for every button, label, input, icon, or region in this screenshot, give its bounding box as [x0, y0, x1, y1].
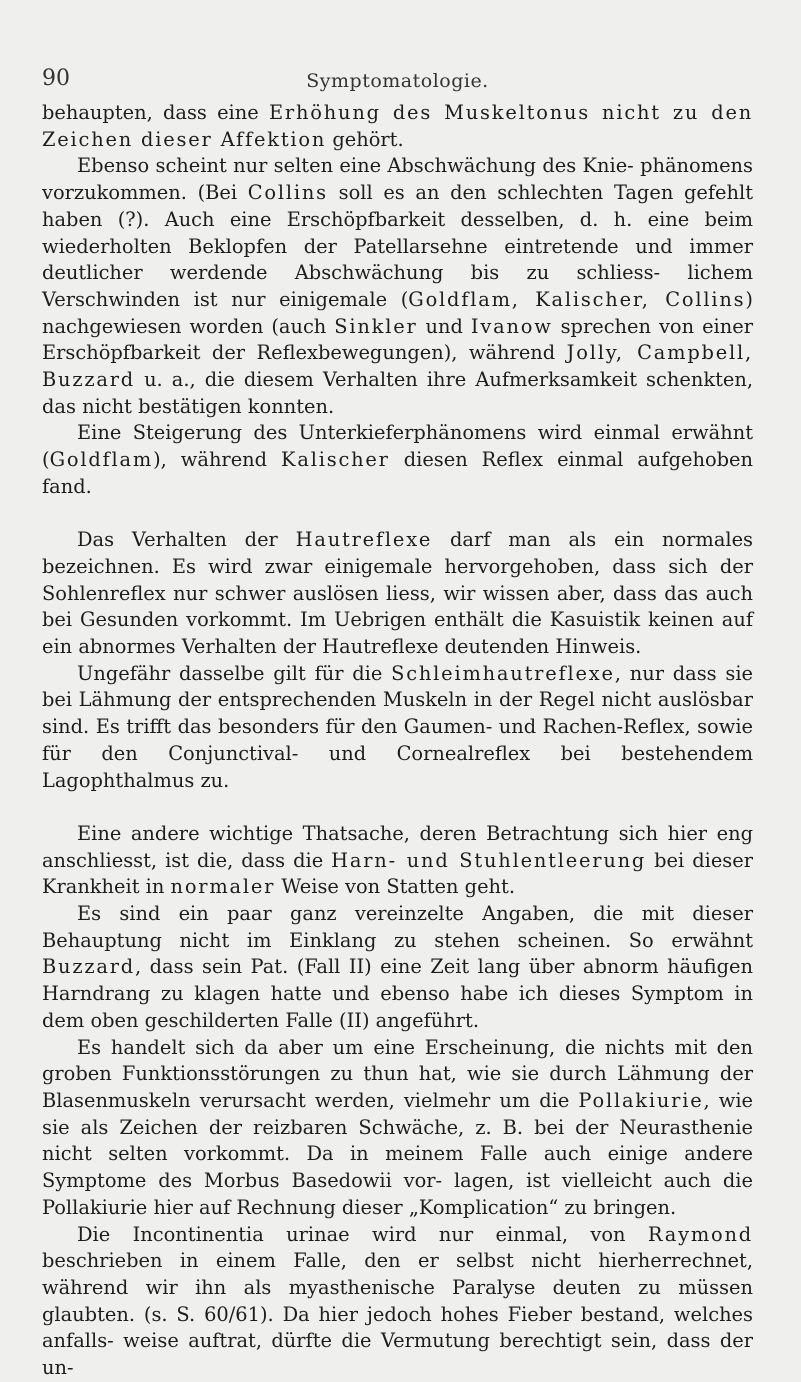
page-number: 90 — [42, 66, 70, 91]
paragraph — [42, 100, 753, 153]
spaced-emphasis: Pollakiurie — [578, 1088, 704, 1112]
spaced-emphasis: Jolly, Campbell, Buzzard — [42, 341, 753, 392]
text-run: Das Verhalten der — [77, 528, 296, 552]
paragraph — [42, 1222, 753, 1382]
text-run: Eine andere wichtige Thatsache, deren Betrachtung sich hier eng anschliesst, ist die, dass die — [42, 821, 753, 872]
spaced-emphasis: Collins — [247, 181, 328, 205]
spaced-emphasis: Kalischer — [281, 448, 390, 472]
text-run: sprechen von einer Erschöpfbarkeit der Reflexbewegungen), während — [42, 314, 753, 365]
spaced-emphasis: Sinkler — [334, 314, 418, 338]
spaced-emphasis: Raymond — [647, 1222, 753, 1246]
page-header — [42, 0, 753, 100]
spaced-emphasis: Erhöhung des Muskeltonus nicht zu den Zeichen dieser Affektion — [42, 101, 754, 151]
paragraph — [42, 153, 753, 420]
spaced-emphasis: Schleimhautreflexe — [391, 661, 615, 685]
spaced-emphasis: Hautreflexe — [295, 528, 433, 552]
paragraph — [42, 661, 753, 795]
text-run: darf man als ein normales bezeichnen. Es wird zwar einigemale hervorgehoben, dass sich der Sohlenreflex nur schwer auslösen liess, wir wissen aber, dass das auch bei Gesunden vorkommt. Im Uebrigen enthält die Kasuistik keinen auf ein abnormes Verhalten der Hautreflexe deutenden Hinweis. — [42, 528, 754, 659]
text-run: , nur dass sie bei Lähmung der entsprechenden Muskeln in der Regel nicht auslösbar sind. Es trifft das besonders für den Gaumen- und Rachen-Reflex, sowie für den Conjunctival- und Cornealreflex bei bestehendem Lagophthalmus zu. — [42, 661, 754, 792]
text-run: soll es an den schlechten Tagen gefehlt haben (?). Auch eine Erschöpfbarkeit desselben, d. h. eine beim wiederholten Beklopfen der Patellarsehne eintretende und immer deutlicher werdende Abschwächung bis zu schliess- lichem Verschwinden ist nur einigemale ( — [42, 181, 754, 311]
spaced-emphasis: Harn- und Stuhlentleerung — [331, 848, 647, 872]
text-run: , dass sein Pat. (Fall II) eine Zeit lang über abnorm häufigen Harndrang zu klagen hatte und ebenso habe ich dieses Symptom in dem oben geschilderten Falle (II) angeführt. — [42, 955, 753, 1032]
paragraph — [42, 527, 753, 661]
running-head: Symptomatologie. — [306, 70, 489, 92]
text-run: bei dieser Krankheit in — [42, 848, 753, 899]
paragraph — [42, 821, 753, 901]
text-run: Die Incontinentia urinae wird nur einmal, von — [77, 1222, 648, 1246]
text-run: behaupten, dass eine — [42, 101, 269, 124]
spaced-emphasis: Ivanow — [470, 314, 553, 338]
paragraph — [42, 420, 753, 500]
text-run: diesen Reflex einmal aufgehoben fand. — [42, 448, 753, 498]
text-run: ) nachgewiesen worden (auch — [42, 287, 753, 338]
spaced-emphasis: Goldflam — [49, 448, 154, 472]
text-run: Weise von Statten geht. — [275, 875, 516, 899]
spaced-emphasis: Buzzard — [42, 955, 136, 979]
text-run: beschrieben in einem Falle, den er selbst nicht hierherrechnet, während wir ihn als myasthenische Paralyse deuten zu müssen glaubten. (s. S. 60/61). Da hier jedoch hohes Fieber bestand, welches anfalls- weise auftrat, dürfte die Vermutung berechtigt sein, dass der un- — [42, 1249, 753, 1380]
text-run: ), während — [153, 448, 282, 472]
spaced-emphasis: Goldflam, Kalischer, Collins — [408, 287, 746, 311]
text-run: u. a., die diesem Verhalten ihre Aufmerksamkeit schenkten, das nicht bestätigen konnten. — [42, 368, 753, 418]
text-run: , wie sie als Zeichen der reizbaren Schwäche, z. B. bei der Neurasthenie nicht selten vorkommt. Da in meinem Falle auch einige andere Symptome des Morbus Basedowii vor- lagen, ist vielleicht auch die Pollakiurie hier auf Rechnung dieser „Komplication“ zu bringen. — [42, 1088, 753, 1219]
text-run: Ebenso scheint nur selten eine Abschwächung des Knie- phänomens vorzukommen. (Bei — [42, 154, 753, 205]
paragraph — [42, 901, 753, 1035]
body-text — [42, 100, 753, 1382]
text-run: Ungefähr dasselbe gilt für die — [77, 661, 392, 685]
text-run: gehört. — [326, 127, 404, 151]
text-run: Es handelt sich da aber um eine Erscheinung, die nichts mit den groben Funktionsstörungen zu thun hat, wie sie durch Lähmung der Blasenmuskeln verursacht werden, vielmehr um die — [42, 1035, 753, 1112]
text-run: Es sind ein paar ganz vereinzelte Angaben, die mit dieser Behauptung nicht im Einklang zu stehen scheinen. So erwähnt — [42, 902, 753, 952]
text-run: und — [417, 314, 471, 338]
text-run: Eine Steigerung des Unterkieferphänomens wird einmal erwähnt ( — [42, 421, 753, 472]
paragraph — [42, 1035, 753, 1222]
spaced-emphasis: normaler — [170, 875, 276, 899]
